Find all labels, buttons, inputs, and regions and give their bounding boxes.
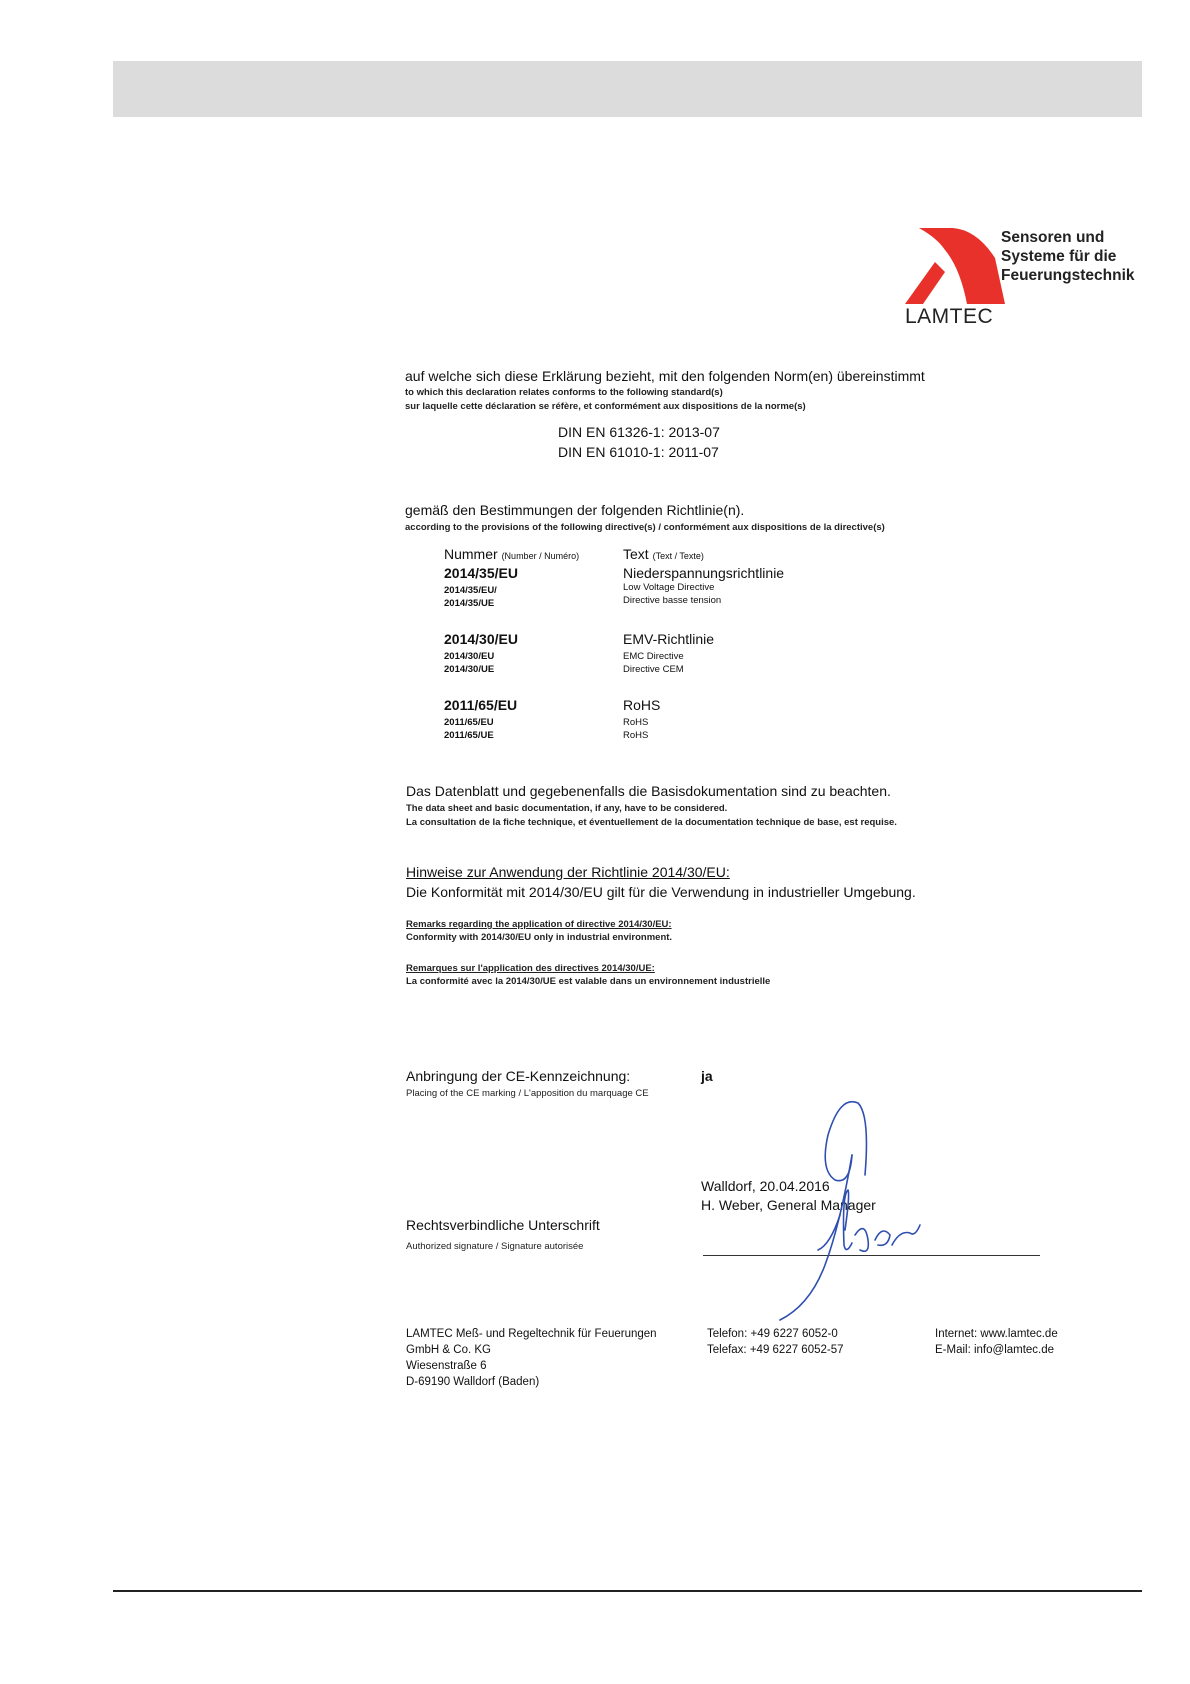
- website-link[interactable]: Internet: www.lamtec.de: [935, 1328, 1058, 1340]
- logo-tagline-line: Systeme für die: [1001, 248, 1117, 265]
- remarks-text-en: Conformity with 2014/30/EU only in industrial environment.: [406, 932, 673, 943]
- directive-number-en: 2014/30/EU: [444, 651, 495, 662]
- datasheet-note-en: The data sheet and basic documentation, if any, have to be considered.: [406, 803, 728, 814]
- company-contact-block: [935, 1326, 1058, 1358]
- directive-number: 2014/35/EU: [444, 565, 518, 581]
- address-line: GmbH & Co. KG: [406, 1344, 491, 1356]
- footer-divider: [113, 1590, 1142, 1592]
- ce-marking-value: ja: [701, 1068, 713, 1084]
- column-header-number-sub: (Number / Numéro): [501, 551, 580, 561]
- directive-text-en: Low Voltage Directive: [623, 582, 715, 593]
- signature-label: Rechtsverbindliche Unterschrift: [406, 1217, 600, 1233]
- directives-heading-de: gemäß den Bestimmungen der folgenden Richtlinie(n).: [405, 502, 745, 518]
- logo-tagline: [1001, 228, 1135, 285]
- column-header-text-sub: (Text / Texte): [652, 551, 704, 561]
- directive-number-fr: 2014/30/UE: [444, 664, 495, 675]
- datasheet-note-de: Das Datenblatt und gegebenenfalls die Basisdokumentation sind zu beachten.: [406, 783, 891, 799]
- address-line: Wiesenstraße 6: [406, 1360, 487, 1372]
- standard-item: DIN EN 61326-1: 2013-07: [558, 424, 720, 440]
- company-phone-block: [707, 1326, 844, 1358]
- directive-text-fr: RoHS: [623, 730, 649, 741]
- remarks-text-fr: La conformité avec la 2014/30/UE est valable dans un environnement industrielle: [406, 976, 771, 987]
- directive-number-fr: 2014/35/UE: [444, 598, 495, 609]
- column-header-text: [623, 546, 704, 562]
- directive-text-en: EMC Directive: [623, 651, 684, 662]
- company-address: [406, 1326, 657, 1390]
- address-line: LAMTEC Meß- und Regeltechnik für Feuerungen: [406, 1328, 657, 1340]
- standard-item: DIN EN 61010-1: 2011-07: [558, 444, 719, 460]
- directive-text: Niederspannungsrichtlinie: [623, 565, 785, 581]
- datasheet-note-fr: La consultation de la fiche technique, et éventuellement de la documentation technique de base, est requise.: [406, 817, 897, 828]
- ce-marking-label: Anbringung der CE-Kennzeichnung:: [406, 1068, 631, 1084]
- standards-heading-fr: sur laquelle cette déclaration se réfère, et conformément aux dispositions de la norme(s): [405, 401, 806, 412]
- remarks-title-de: Hinweise zur Anwendung der Richtlinie 2014/30/EU:: [406, 864, 730, 880]
- directive-text: RoHS: [623, 697, 661, 713]
- address-line: D-69190 Walldorf (Baden): [406, 1376, 540, 1388]
- directive-text-fr: Directive CEM: [623, 664, 684, 675]
- directive-text-en: RoHS: [623, 717, 649, 728]
- header-band: [113, 61, 1142, 117]
- standards-heading-de: auf welche sich diese Erklärung bezieht, mit den folgenden Norm(en) übereinstimmt: [405, 368, 925, 384]
- directive-number: 2014/30/EU: [444, 631, 518, 647]
- column-header-number: [444, 546, 579, 562]
- signer-name: H. Weber, General Manager: [701, 1197, 876, 1213]
- remarks-title-en: Remarks regarding the application of directive 2014/30/EU:: [406, 919, 672, 930]
- handwritten-signature-icon: [770, 1095, 940, 1330]
- directive-number: 2011/65/EU: [444, 697, 518, 713]
- directive-number-en: 2011/65/EU: [444, 717, 494, 728]
- fax-number: Telefax: +49 6227 6052-57: [707, 1344, 844, 1356]
- logo-tagline-line: Sensoren und: [1001, 229, 1105, 246]
- remarks-title-fr: Remarques sur l'application des directives 2014/30/UE:: [406, 963, 655, 974]
- signature-label-sub: Authorized signature / Signature autorisée: [406, 1241, 584, 1252]
- directives-heading-en: according to the provisions of the following directive(s) / conformément aux dispositions de la directive(s): [405, 522, 885, 533]
- standards-heading-en: to which this declaration relates conforms to the following standard(s): [405, 387, 723, 398]
- column-header-text-label: Text: [623, 546, 649, 562]
- directive-number-en: 2014/35/EU/: [444, 585, 497, 596]
- directive-text: EMV-Richtlinie: [623, 631, 715, 647]
- remarks-text-de: Die Konformität mit 2014/30/EU gilt für die Verwendung in industrieller Umgebung.: [406, 884, 916, 900]
- ce-marking-sub: Placing of the CE marking / L'apposition du marquage CE: [406, 1088, 649, 1099]
- logo-tagline-line: Feuerungstechnik: [1001, 267, 1135, 284]
- directive-text-fr: Directive basse tension: [623, 595, 722, 606]
- phone-number: Telefon: +49 6227 6052-0: [707, 1328, 838, 1340]
- logo-name: LAMTEC: [905, 305, 994, 328]
- email-link[interactable]: E-Mail: info@lamtec.de: [935, 1344, 1055, 1356]
- directive-number-fr: 2011/65/UE: [444, 730, 494, 741]
- place-date: Walldorf, 20.04.2016: [701, 1178, 830, 1194]
- column-header-number-label: Nummer: [444, 546, 498, 562]
